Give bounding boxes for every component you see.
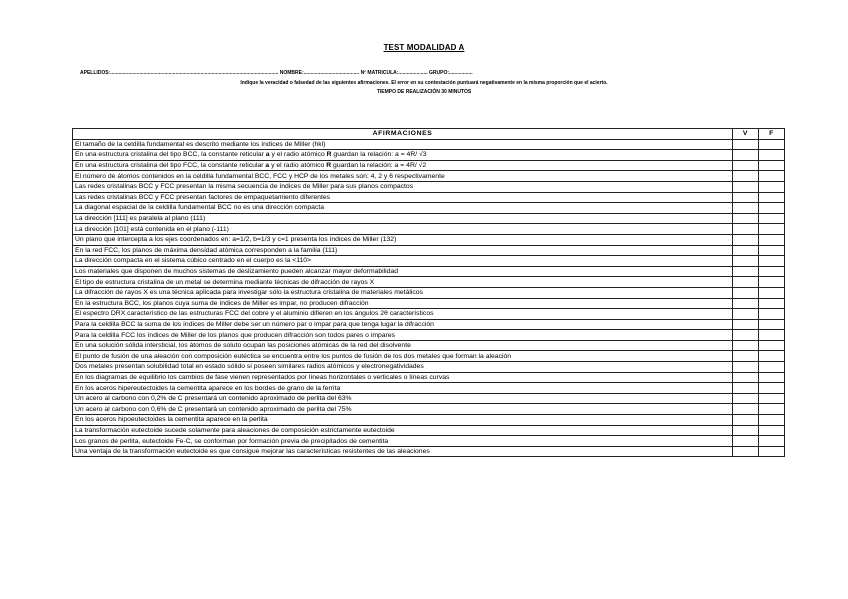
table-row <box>73 425 785 436</box>
statement-text: En los aceros hipoeutectoides la cementita aparece en la perlita <box>73 415 733 426</box>
table-row <box>73 330 785 341</box>
statement-text: Los materiales que disponen de muchos sistemas de deslizamiento pueden alcanzar mayor deformabilidad <box>73 266 733 277</box>
table-row <box>73 192 785 203</box>
statement-text: Los granos de perlita, eutectoide Fe-C, se conforman por formación previa de precipitados de cementita <box>73 436 733 447</box>
false-answer-cell[interactable] <box>759 340 785 351</box>
false-answer-cell[interactable] <box>759 362 785 373</box>
false-answer-cell[interactable] <box>759 309 785 320</box>
true-answer-cell[interactable] <box>733 330 759 341</box>
table-row <box>73 224 785 235</box>
false-answer-cell[interactable] <box>759 372 785 383</box>
false-answer-cell[interactable] <box>759 224 785 235</box>
true-answer-cell[interactable] <box>733 298 759 309</box>
false-answer-cell[interactable] <box>759 383 785 394</box>
table-row <box>73 362 785 373</box>
table-row <box>73 256 785 267</box>
test-title: TEST MODALIDAD A <box>383 43 465 52</box>
statement-text: En una estructura cristalina del tipo BCC, la constante reticular a y el radio atómico R guardan la relación: a = 4R/ √3 <box>73 150 733 161</box>
statement-text: El espectro DRX característico de las estructuras FCC del cobre y el aluminio difieren en los ángulos 2θ característicos <box>73 309 733 320</box>
statement-text: En una estructura cristalina del tipo FCC, la constante reticular a y el radio atómico R guardan la relación: a = 4R/ √2 <box>73 160 733 171</box>
true-answer-cell[interactable] <box>733 415 759 426</box>
statement-text: En los aceros hipereutectoides la cementita aparece en los bordes de grano de la ferrita <box>73 383 733 394</box>
true-answer-cell[interactable] <box>733 160 759 171</box>
true-answer-cell[interactable] <box>733 340 759 351</box>
table-row <box>73 404 785 415</box>
table-row <box>73 383 785 394</box>
table-row <box>73 415 785 426</box>
false-answer-cell[interactable] <box>759 425 785 436</box>
statement-text: Las redes cristalinas BCC y FCC presentan factores de empaquetamiento diferentes <box>73 192 733 203</box>
true-answer-cell[interactable] <box>733 256 759 267</box>
true-answer-cell[interactable] <box>733 203 759 214</box>
false-answer-cell[interactable] <box>759 393 785 404</box>
false-answer-cell[interactable] <box>759 192 785 203</box>
table-row <box>73 309 785 320</box>
false-answer-cell[interactable] <box>759 404 785 415</box>
time-limit: TIEMPO DE REALIZACIÓN 30 MINUTOS <box>376 89 472 95</box>
true-answer-cell[interactable] <box>733 425 759 436</box>
true-answer-cell[interactable] <box>733 181 759 192</box>
true-answer-cell[interactable] <box>733 436 759 447</box>
false-answer-cell[interactable] <box>759 171 785 182</box>
statement-text: La diagonal espacial de la celdilla fundamental BCC no es una dirección compacta <box>73 203 733 214</box>
table-row <box>73 150 785 161</box>
true-answer-cell[interactable] <box>733 277 759 288</box>
false-answer-cell[interactable] <box>759 351 785 362</box>
table-header-row <box>73 129 785 140</box>
statement-text: Una ventaja de la transformación eutectoide es que consigue mejorar las características resistentes de las aleaciones <box>73 446 733 457</box>
statement-text: En la red FCC, los planos de máxima densidad atómica corresponden a la familia {111} <box>73 245 733 256</box>
true-answer-cell[interactable] <box>733 446 759 457</box>
false-answer-cell[interactable] <box>759 277 785 288</box>
statement-text: El tipo de estructura cristalina de un metal se determina mediante técnicas de difracción de rayos X <box>73 277 733 288</box>
true-answer-cell[interactable] <box>733 171 759 182</box>
table-row <box>73 319 785 330</box>
true-answer-cell[interactable] <box>733 319 759 330</box>
table-row <box>73 351 785 362</box>
false-answer-cell[interactable] <box>759 287 785 298</box>
table-row <box>73 277 785 288</box>
false-answer-cell[interactable] <box>759 245 785 256</box>
table-row <box>73 213 785 224</box>
false-answer-cell[interactable] <box>759 436 785 447</box>
true-answer-cell[interactable] <box>733 192 759 203</box>
false-answer-cell[interactable] <box>759 319 785 330</box>
instructions: Indique la veracidad o falsedad de las siguientes afirmaciones. El error en su contestación puntuará negativamente en la misma proporción que el acierto. <box>240 80 608 86</box>
statement-text: El punto de fusión de una aleación con composición eutéctica se encuentra entre los puntos de fusión de los dos metales que forman la aleación <box>73 351 733 362</box>
true-answer-cell[interactable] <box>733 224 759 235</box>
false-answer-cell[interactable] <box>759 446 785 457</box>
true-answer-cell[interactable] <box>733 234 759 245</box>
table-row <box>73 245 785 256</box>
true-answer-cell[interactable] <box>733 404 759 415</box>
table-row <box>73 203 785 214</box>
table-row <box>73 234 785 245</box>
statement-text: La dirección compacta en el sistema cúbico centrado en el cuerpo es la <110> <box>73 256 733 267</box>
statement-text: En la estructura BCC, los planos cuya suma de índices de Miller es impar, no producen difracción <box>73 298 733 309</box>
table-row <box>73 266 785 277</box>
statement-text: Las redes cristalinas BCC y FCC presentan la misma secuencia de índices de Miller para sus planos compactos <box>73 181 733 192</box>
statements-table <box>72 128 785 457</box>
statement-text: La transformación eutectoide sucede solamente para aleaciones de composición estrictamente eutectoide <box>73 425 733 436</box>
true-answer-cell[interactable] <box>733 213 759 224</box>
statement-text: La dirección [101] está contenida en el plano (-111) <box>73 224 733 235</box>
true-answer-cell[interactable] <box>733 393 759 404</box>
false-answer-cell[interactable] <box>759 139 785 150</box>
table-row <box>73 436 785 447</box>
false-answer-cell[interactable] <box>759 298 785 309</box>
table-row <box>73 181 785 192</box>
false-answer-cell[interactable] <box>759 150 785 161</box>
statement-text: Dos metales presentan solubilidad total en estado sólido si poseen similares radios atómicos y electronegatividades <box>73 362 733 373</box>
true-answer-cell[interactable] <box>733 139 759 150</box>
true-header: V <box>733 129 759 140</box>
statement-text: Para la celdilla BCC la suma de los índices de Miller debe ser un número par o impar para que tenga lugar la difracción <box>73 319 733 330</box>
false-answer-cell[interactable] <box>759 181 785 192</box>
true-answer-cell[interactable] <box>733 362 759 373</box>
true-answer-cell[interactable] <box>733 309 759 320</box>
true-answer-cell[interactable] <box>733 372 759 383</box>
statement-text: Para la celdilla FCC los índices de Miller de los planos que producen difracción son todos pares o impares <box>73 330 733 341</box>
false-answer-cell[interactable] <box>759 266 785 277</box>
false-answer-cell[interactable] <box>759 330 785 341</box>
statement-text: Un acero al carbono con 0,2% de C presentará un contenido aproximado de perlita del 63% <box>73 393 733 404</box>
false-answer-cell[interactable] <box>759 256 785 267</box>
statement-text: Un plano que intercepta a los ejes coordenados en: a=1/2, b=1/3 y c=1 presenta los índices de Miller (132) <box>73 234 733 245</box>
table-row <box>73 171 785 182</box>
true-answer-cell[interactable] <box>733 150 759 161</box>
table-row <box>73 372 785 383</box>
statement-text: El tamaño de la celdilla fundamental es descrito mediante los índices de Miller (hkl) <box>73 139 733 150</box>
table-row <box>73 139 785 150</box>
student-fields-line: APELLIDOS:......................................................................................................................... NOMBRE:........................................ Nº MATRICULA:..................... GRUPO:................. <box>80 70 473 76</box>
table-row <box>73 393 785 404</box>
true-answer-cell[interactable] <box>733 383 759 394</box>
statement-text: En los diagramas de equilibrio los cambios de fase vienen representados por líneas horizontales o verticales o líneas curvas <box>73 372 733 383</box>
statement-text: La difracción de rayos X es una técnica aplicada para investigar sólo la estructura cristalina de materiales metálicos <box>73 287 733 298</box>
true-answer-cell[interactable] <box>733 351 759 362</box>
false-answer-cell[interactable] <box>759 203 785 214</box>
table-row <box>73 340 785 351</box>
true-answer-cell[interactable] <box>733 287 759 298</box>
table-row <box>73 287 785 298</box>
false-header: F <box>759 129 785 140</box>
true-answer-cell[interactable] <box>733 266 759 277</box>
statements-header: AFIRMACIONES <box>73 129 733 140</box>
table-row <box>73 298 785 309</box>
statement-text: Un acero al carbono con 0,6% de C presentará un contenido aproximado de perlita del 75% <box>73 404 733 415</box>
statement-text: En una solución sólida intersticial, los átomos de soluto ocupan las posiciones atómicas de la red del disolvente <box>73 340 733 351</box>
table-row <box>73 446 785 457</box>
false-answer-cell[interactable] <box>759 415 785 426</box>
false-answer-cell[interactable] <box>759 213 785 224</box>
statement-text: El número de átomos contenidos en la celdilla fundamental BCC, FCC y HCP de los metales son: 4, 2 y 6 respectivamente <box>73 171 733 182</box>
false-answer-cell[interactable] <box>759 160 785 171</box>
false-answer-cell[interactable] <box>759 234 785 245</box>
true-answer-cell[interactable] <box>733 245 759 256</box>
table-row <box>73 160 785 171</box>
statement-text: La dirección [111] es paralela al plano (111) <box>73 213 733 224</box>
